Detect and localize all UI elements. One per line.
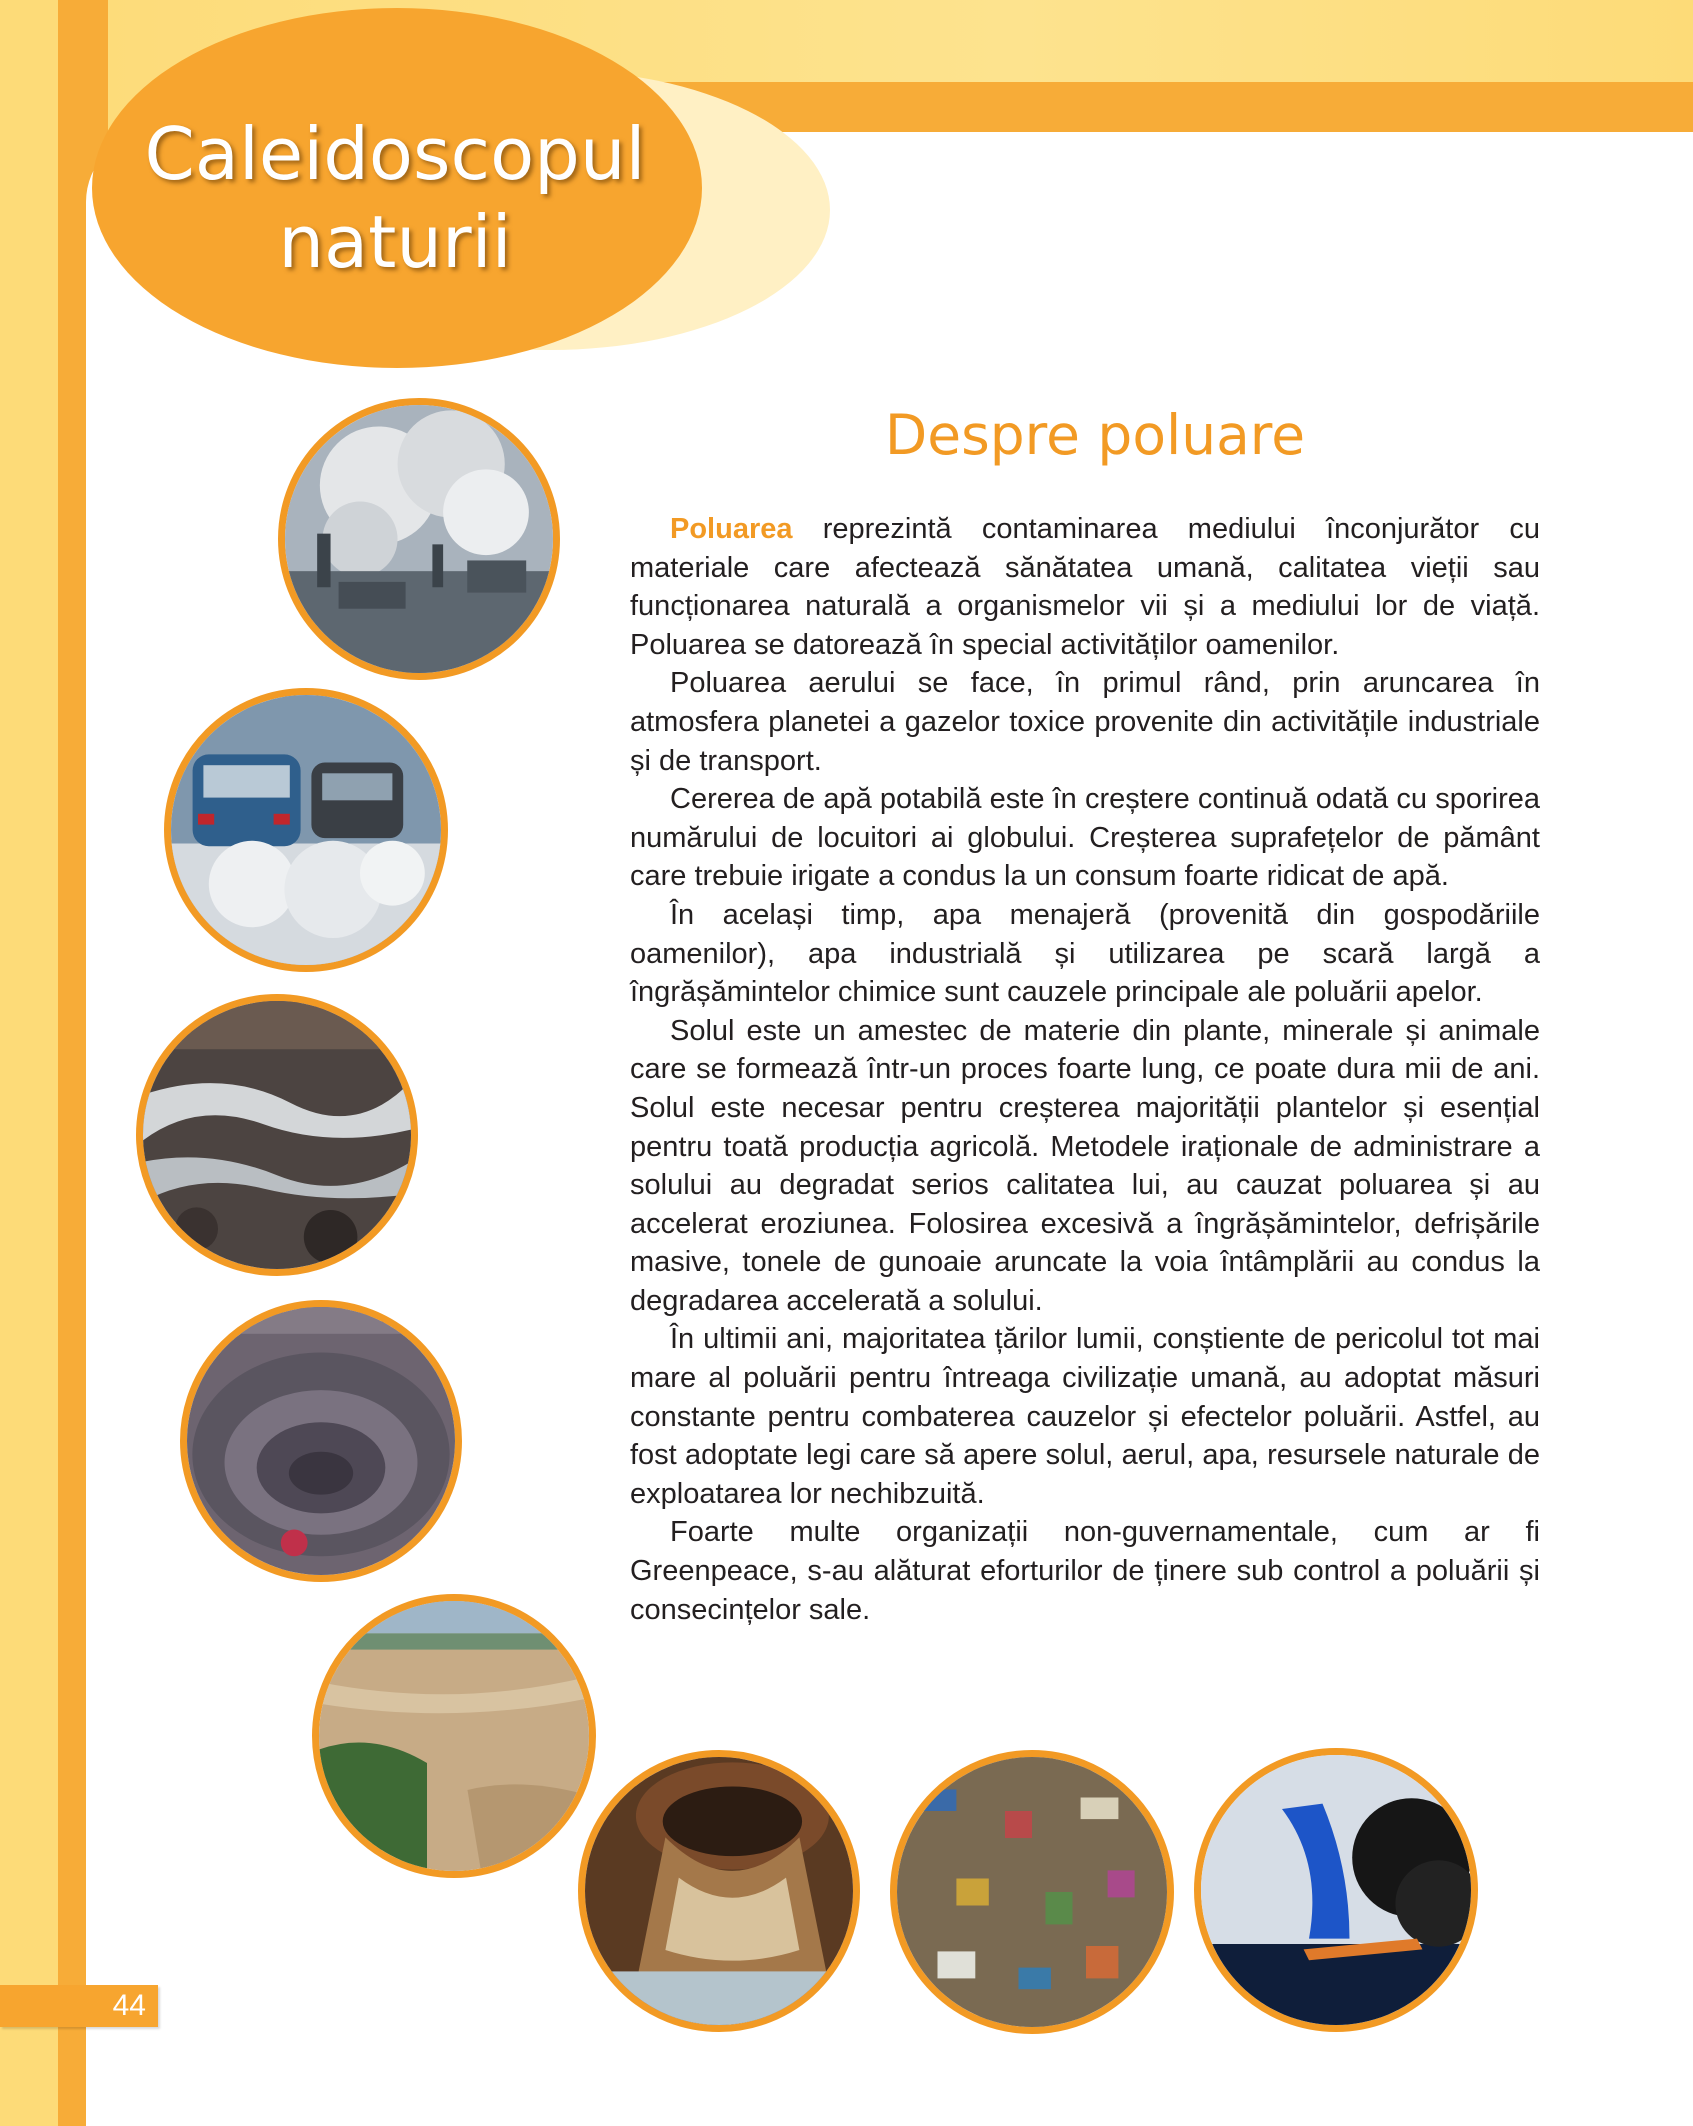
photo-polluted-river (136, 994, 418, 1276)
page-number-text: 44 (112, 1989, 146, 2022)
paragraph-text: reprezintă contaminarea mediului înconjurător cu materiale care afectează sănătatea umană, calitatea vieții sau funcționarea naturală a organismelor vii și a mediului lor de viață. Poluarea se datorează în special activităților oamenilor. (630, 513, 1540, 661)
photo-oil-fire (1194, 1748, 1478, 2032)
article-paragraph: Poluarea aerului se face, în primul rând, prin aruncarea în atmosfera planetei a gazelor toxice provenite din activitățile industriale și de transport. (630, 667, 1540, 777)
photo-deforestation (312, 1594, 596, 1878)
page-number (0, 1985, 158, 2027)
highlight-term: Poluarea (670, 513, 793, 545)
article-body (630, 510, 1540, 1629)
photo-garbage (890, 1750, 1174, 2034)
photo-traffic-exhaust (164, 688, 448, 972)
section-title-line1: Caleidoscopul (144, 112, 646, 196)
section-title-line2: naturii (278, 200, 512, 284)
photo-factory-smoke (278, 398, 560, 680)
photo-mining-pit (180, 1300, 462, 1582)
section-title (110, 110, 680, 286)
article-paragraph: În același timp, apa menajeră (provenită din gospodăriile oamenilor), apa industrială și utilizarea pe scară largă a îngrășămintelor chimice sunt cauzele principale ale poluării apelor. (630, 898, 1540, 1009)
article-paragraph: În ultimii ani, majoritatea țărilor lumii, conștiente de pericolul tot mai mare al poluării pentru întreaga civilizație umană, au adoptat măsuri constante pentru combaterea cauzelor și efectelor poluării. Astfel, au fost adoptate legi care să apere solul, aerul, apa, resursele naturale de exploatarea lor nechibzuită. (630, 1323, 1540, 1510)
article-paragraph: Cererea de apă potabilă este în creștere continuă odată cu sporirea numărului de locuitori ai globului. Creșterea suprafețelor de pământ care trebuie irigate a condus la un consum foarte ridicat de apă. (630, 783, 1540, 893)
article-title: Despre poluare (884, 403, 1306, 467)
photo-sewage-pipe (578, 1750, 860, 2032)
article-paragraph (630, 510, 1540, 664)
article-paragraph: Solul este un amestec de materie din plante, minerale și animale care se formează într-un proces foarte lung, ce poate dura mii de ani. Solul este necesar pentru creșterea majorității plantelor și esențial pentru toată producția agricolă. Metodele iraționale de administrare a solului au degradat serios calitatea lui, au cauzat poluarea și au accelerat eroziunea. Folosirea excesivă a îngrășămintelor, defrișările masive, tonele de gunoaie aruncate la voia întâmplării au condus la degradarea accelerată a solului. (630, 1014, 1540, 1317)
left-yellow-band (0, 0, 58, 2126)
article-paragraph: Foarte multe organizații non-guvernamentale, cum ar fi Greenpeace, s-au alăturat eforturilor de ținere sub control a poluării și consecințelor sale. (630, 1516, 1540, 1626)
